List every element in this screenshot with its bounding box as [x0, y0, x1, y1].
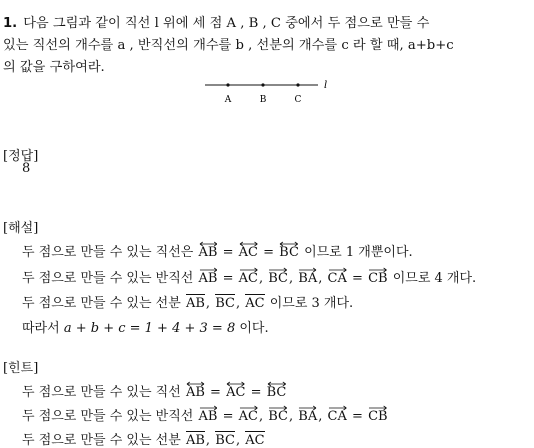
problem-number: 1. [3, 16, 18, 31]
line-bc: BC [279, 241, 299, 260]
line-ab: AB [199, 241, 218, 260]
problem-statement [3, 13, 531, 79]
problem-line-3: 의 값을 구하여라. [3, 60, 105, 75]
label-a: A [224, 95, 232, 105]
answer-label: [정답] [3, 149, 39, 164]
line-bc: BC [267, 381, 287, 400]
problem-text-1: 다음 그림과 같이 직선 l 위에 세 점 A , B , C 중에서 두 점으로 만들 수 [23, 16, 430, 31]
ray-cb: CB [368, 267, 388, 286]
point-a [226, 83, 229, 86]
segment-bc: BC [215, 433, 235, 448]
hint-text: 두 점으로 만들 수 있는 선분 [22, 433, 181, 448]
label-l: l [324, 80, 328, 91]
explanation-label: [해설] [3, 221, 39, 236]
ray-ab: AB [199, 267, 218, 286]
ray-ac: AC [239, 405, 258, 424]
hint-line-1: 두 점으로 만들 수 있는 직선 AB = AC = BC [22, 381, 287, 400]
label-b: B [259, 95, 267, 105]
problem-line-2: 있는 직선의 개수를 a , 반직선의 개수를 b , 선분의 개수를 c 라 할 때, a+b+c [3, 38, 454, 53]
hint-label: [힌트] [3, 361, 39, 376]
line-ab: AB [186, 381, 205, 400]
hint-line-3: 두 점으로 만들 수 있는 선분 AB, BC, AC [22, 433, 265, 448]
explanation-text: 이므로 1 개뿐이다. [304, 245, 413, 260]
ray-bc: BC [268, 405, 288, 424]
explanation-line-3: 두 점으로 만들 수 있는 선분 AB, BC, AC 이므로 3 개다. [22, 296, 354, 311]
explanation-line-1: 두 점으로 만들 수 있는 직선은 AB = AC = BC 이므로 1 개뿐이다. [22, 241, 413, 260]
sum-equation: a + b + c = 1 + 4 + 3 = 8 [63, 321, 236, 336]
explanation-text: 두 점으로 만들 수 있는 반직선 [22, 271, 194, 286]
answer-value: 8 [22, 161, 31, 176]
ray-ca: CA [328, 405, 347, 424]
segment-ab: AB [185, 296, 205, 311]
explanation-text: 이므로 4 개다. [392, 271, 477, 286]
segment-ac: AC [245, 296, 265, 311]
explanation-text: 따라서 [22, 321, 60, 336]
explanation-text: 두 점으로 만들 수 있는 직선은 [22, 245, 194, 260]
line-ac: AC [226, 381, 245, 400]
explanation-text: 두 점으로 만들 수 있는 선분 [22, 296, 181, 311]
line-ac: AC [239, 241, 258, 260]
ray-bc: BC [268, 267, 288, 286]
label-c: C [294, 95, 302, 105]
explanation-line-4 [22, 317, 269, 336]
segment-ac: AC [245, 433, 265, 448]
point-c [296, 83, 299, 86]
point-b [261, 83, 264, 86]
segment-bc: BC [215, 296, 235, 311]
hint-text: 두 점으로 만들 수 있는 반직선 [22, 409, 194, 424]
hint-line-2: 두 점으로 만들 수 있는 반직선 AB = AC, BC, BA, CA = CB [22, 405, 389, 424]
ray-ac: AC [239, 267, 258, 286]
line-figure [200, 76, 340, 106]
explanation-line-2: 두 점으로 만들 수 있는 반직선 AB = AC, BC, BA, CA = CB 이므로 4 개다. [22, 267, 476, 286]
ray-cb: CB [368, 405, 388, 424]
explanation-text: 이다. [239, 321, 269, 336]
segment-ab: AB [185, 433, 205, 448]
problem-line-1 [3, 13, 531, 35]
ray-ca: CA [328, 267, 347, 286]
hint-text: 두 점으로 만들 수 있는 직선 [22, 385, 181, 400]
explanation-text: 이므로 3 개다. [269, 296, 354, 311]
ray-ba: BA [298, 267, 317, 286]
ray-ba: BA [298, 405, 317, 424]
ray-ab: AB [199, 405, 218, 424]
